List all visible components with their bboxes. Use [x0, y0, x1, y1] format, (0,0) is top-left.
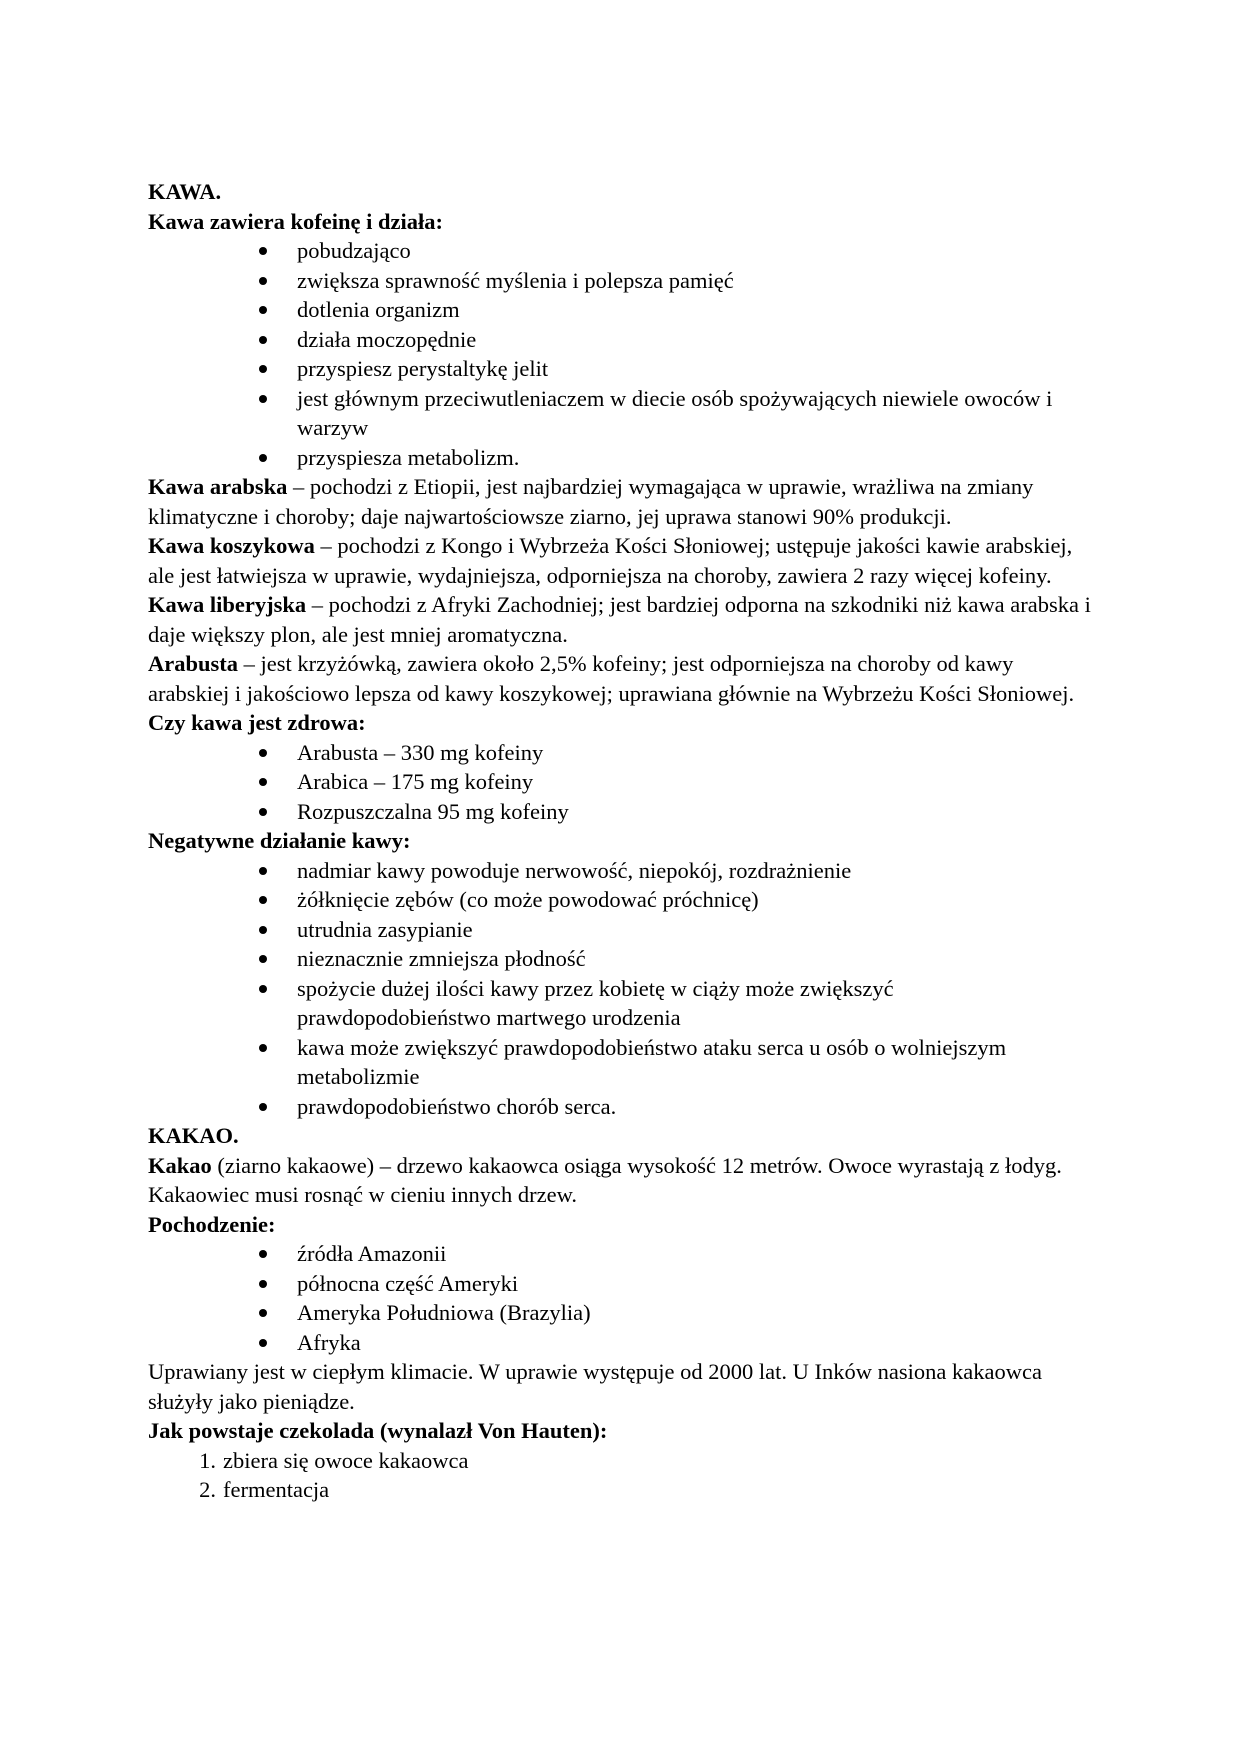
negative-heading: Negatywne działanie kawy:	[148, 828, 411, 853]
list-item: pobudzająco	[297, 236, 1092, 266]
list-item: północna część Ameryki	[297, 1269, 1092, 1299]
list-item: działa moczopędnie	[297, 325, 1092, 355]
list-item: Arabusta – 330 mg kofeiny	[297, 738, 1092, 768]
variety-term: Arabusta	[148, 651, 239, 676]
variety-term: Kawa koszykowa	[148, 533, 315, 558]
chocolate-steps-list	[148, 1446, 1092, 1505]
list-item: jest głównym przeciwutleniaczem w diecie osób spożywających niewiele owoców i warzyw	[297, 384, 1092, 443]
document-content	[148, 177, 1092, 1505]
list-item: Afryka	[297, 1328, 1092, 1358]
caffeine-list	[148, 738, 1092, 827]
kakao-intro-text: (ziarno kakaowe) – drzewo kakaowca osiąga wysokość 12 metrów. Owoce wyrastają z łodyg. Kakaowiec musi rosnąć w cieniu innych drzew.	[148, 1152, 1062, 1207]
step-text: zbiera się owoce kakaowca	[223, 1447, 469, 1473]
list-item: kawa może zwiększyć prawdopodobieństwo ataku serca u osób o wolniejszym metabolizmie	[297, 1033, 1092, 1092]
step-number: 2.	[199, 1477, 216, 1502]
list-item	[199, 1475, 1092, 1505]
list-item: żółknięcie zębów (co może powodować próchnicę)	[297, 885, 1092, 915]
variety-paragraph-liberyjska	[148, 590, 1092, 649]
variety-paragraph-arabska	[148, 472, 1092, 531]
step-number: 1.	[199, 1447, 216, 1473]
kakao-term: Kakao	[148, 1152, 212, 1178]
step-text: fermentacja	[223, 1477, 330, 1502]
list-item	[199, 1446, 1092, 1476]
list-item: przyspiesz perystaltykę jelit	[297, 354, 1092, 384]
list-item: nieznacznie zmniejsza płodność	[297, 944, 1092, 974]
list-item: Ameryka Południowa (Brazylia)	[297, 1298, 1092, 1328]
list-item: zwiększa sprawność myślenia i polepsza pamięć	[297, 266, 1092, 296]
variety-text: – jest krzyżówką, zawiera około 2,5% kofeiny; jest odporniejsza na choroby od kawy arabskiej i jakościowo lepsza od kawy koszykowej; uprawiana głównie na Wybrzeżu Kości Słoniowej.	[148, 651, 1075, 706]
healthy-heading: Czy kawa jest zdrowa:	[148, 710, 366, 735]
list-item: źródła Amazonii	[297, 1239, 1092, 1269]
variety-text: – pochodzi z Afryki Zachodniej; jest bardziej odporna na szkodniki niż kawa arabska i daje większy plon, ale jest mniej aromatyczna.	[148, 592, 1091, 647]
variety-paragraph-koszykowa	[148, 531, 1092, 590]
variety-term: Kawa arabska	[148, 474, 288, 499]
list-item: dotlenia organizm	[297, 295, 1092, 325]
section-title-kakao: KAKAO.	[148, 1123, 239, 1148]
cultivation-paragraph: Uprawiany jest w ciepłym klimacie. W uprawie występuje od 2000 lat. U Inków nasiona kakaowca służyły jako pieniądze.	[148, 1359, 1042, 1414]
variety-text: – pochodzi z Kongo i Wybrzeża Kości Słoniowej; ustępuje jakości kawie arabskiej, ale jest łatwiejsza w uprawie, wydajniejsza, odporniejsza na choroby, zawiera 2 razy więcej kofeiny.	[148, 533, 1073, 588]
list-item: Rozpuszczalna 95 mg kofeiny	[297, 797, 1092, 827]
kawa-effects-list	[148, 236, 1092, 472]
origin-heading: Pochodzenie:	[148, 1211, 276, 1237]
negative-effects-list	[148, 856, 1092, 1122]
list-item: spożycie dużej ilości kawy przez kobietę w ciąży może zwiększyć prawdopodobieństwo martwego urodzenia	[297, 974, 1092, 1033]
list-item: utrudnia zasypianie	[297, 915, 1092, 945]
list-item: nadmiar kawy powoduje nerwowość, niepokój, rozdrażnienie	[297, 856, 1092, 886]
list-item: przyspiesza metabolizm.	[297, 443, 1092, 473]
kawa-intro-heading: Kawa zawiera kofeinę i działa:	[148, 208, 443, 234]
kakao-intro-paragraph	[148, 1151, 1092, 1210]
list-item: Arabica – 175 mg kofeiny	[297, 767, 1092, 797]
list-item: prawdopodobieństwo chorób serca.	[297, 1092, 1092, 1122]
section-title-kawa: KAWA.	[148, 179, 222, 204]
origin-list	[148, 1239, 1092, 1357]
variety-term: Kawa liberyjska	[148, 592, 307, 617]
variety-paragraph-arabusta	[148, 649, 1092, 708]
variety-text: – pochodzi z Etiopii, jest najbardziej wymagająca w uprawie, wrażliwa na zmiany klimatyczne i choroby; daje najwartościowsze ziarno, jej uprawa stanowi 90% produkcji.	[148, 474, 1034, 529]
chocolate-heading: Jak powstaje czekolada (wynalazł Von Hauten):	[148, 1418, 608, 1443]
